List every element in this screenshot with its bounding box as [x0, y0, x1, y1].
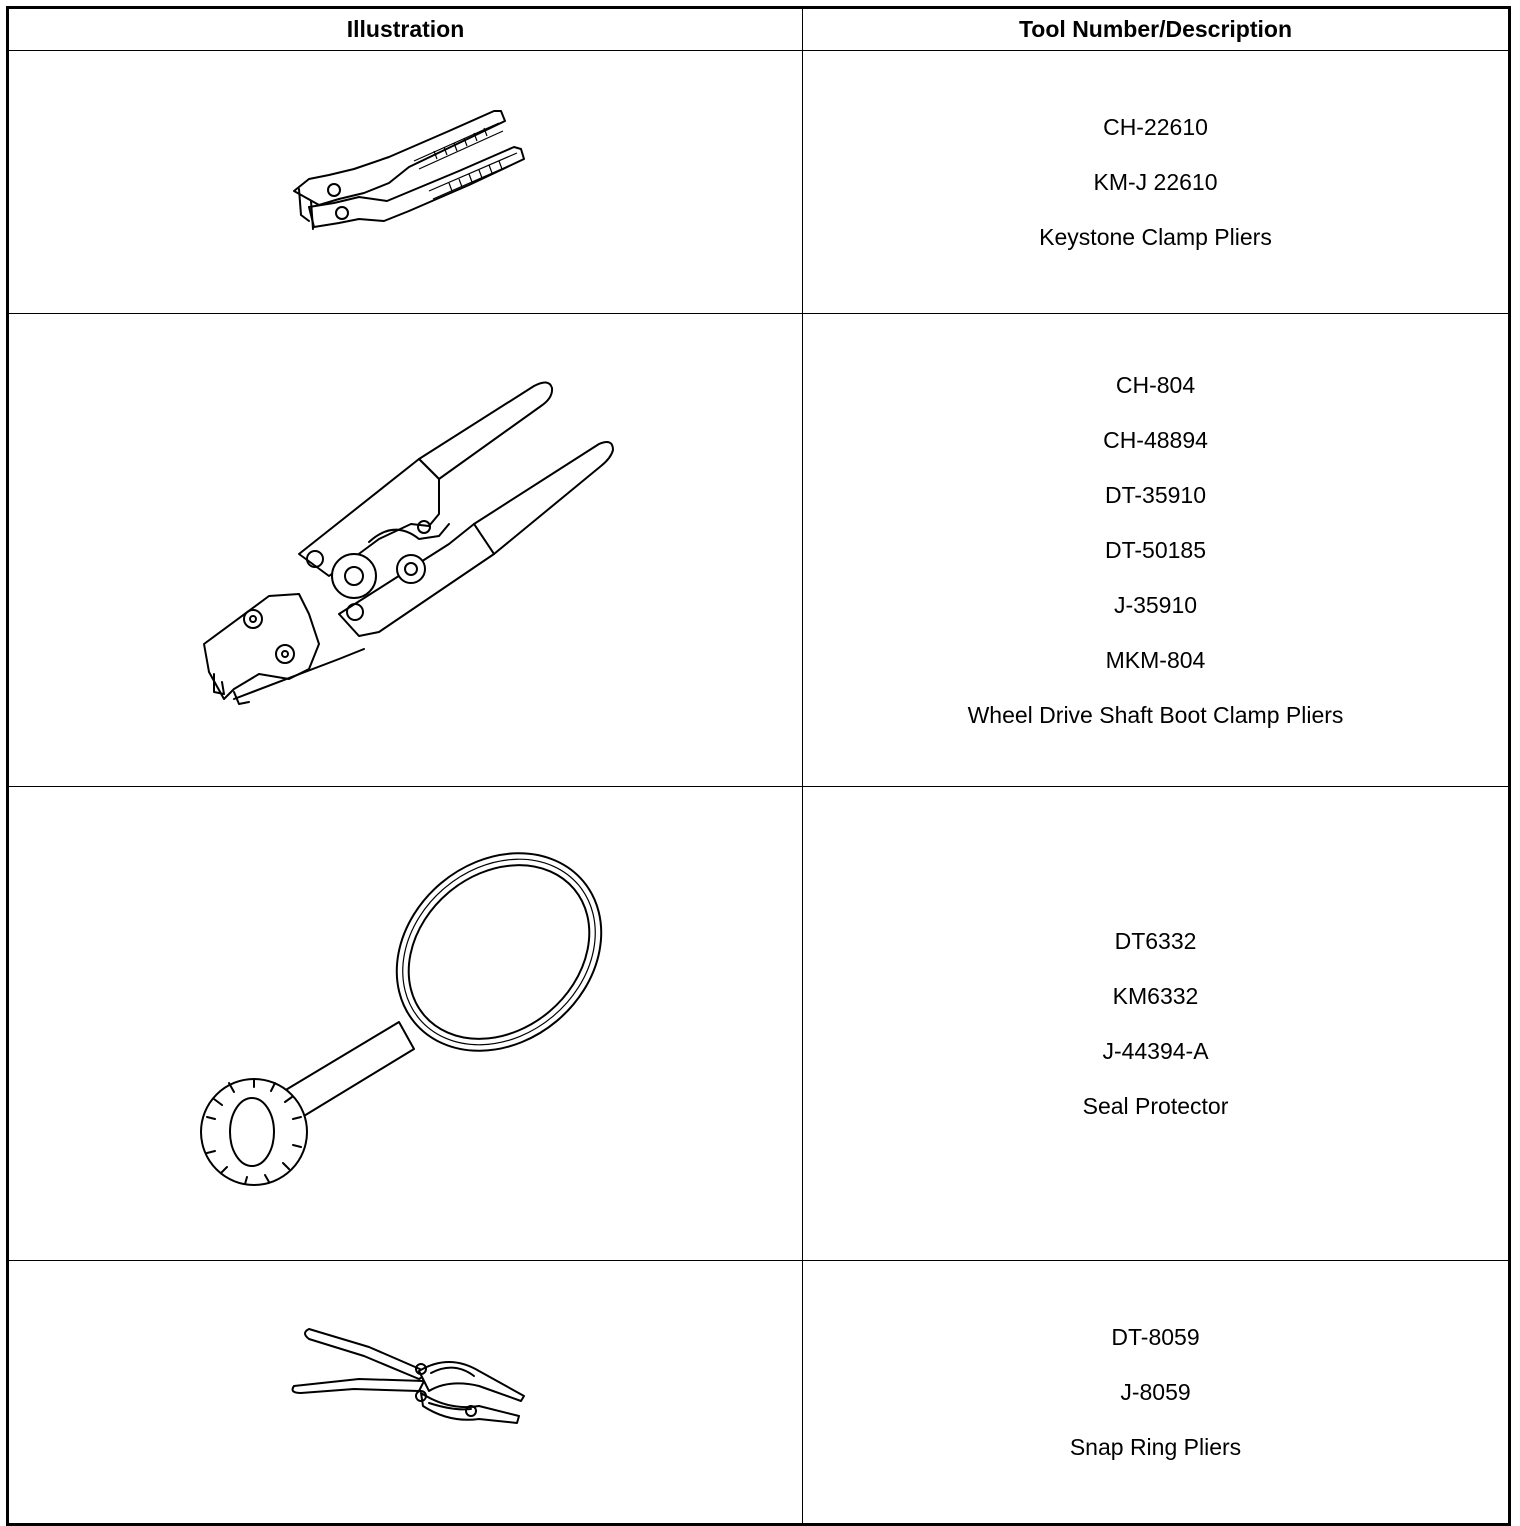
tool-number: J-44394-A	[1102, 1037, 1209, 1064]
tool-description: Wheel Drive Shaft Boot Clamp Pliers	[967, 701, 1344, 728]
boot-clamp-pliers-icon	[9, 314, 804, 786]
illustration-cell	[8, 787, 803, 1261]
table-row	[8, 51, 1510, 314]
tool-number: DT-8059	[1111, 1323, 1200, 1350]
table-row	[8, 787, 1510, 1261]
illustration-cell	[8, 51, 803, 314]
description-cell	[803, 1261, 1510, 1525]
description-cell	[803, 314, 1510, 787]
tool-number: CH-22610	[1103, 113, 1208, 140]
tool-number: KM6332	[1112, 982, 1199, 1009]
table-row	[8, 1261, 1510, 1525]
tool-number: CH-48894	[1103, 426, 1208, 453]
description-cell	[803, 51, 1510, 314]
special-tools-table	[6, 6, 1511, 1526]
header-row	[8, 8, 1510, 51]
header-illustration: Illustration	[8, 8, 803, 51]
tool-number: KM-J 22610	[1093, 168, 1218, 195]
tool-description: Snap Ring Pliers	[1069, 1433, 1242, 1460]
description-cell	[803, 787, 1510, 1261]
tool-number: J-35910	[1113, 591, 1198, 618]
tool-number: DT-35910	[1104, 481, 1206, 508]
snap-ring-pliers-icon	[9, 1261, 804, 1523]
tool-number: MKM-804	[1105, 646, 1206, 673]
table-row	[8, 314, 1510, 787]
tool-number: CH-804	[1115, 371, 1196, 398]
tool-description: Keystone Clamp Pliers	[1039, 223, 1272, 250]
keystone-clamp-pliers-icon	[9, 51, 804, 313]
header-tool-number-description: Tool Number/Description	[803, 8, 1510, 51]
tool-number: DT-50185	[1104, 536, 1206, 563]
illustration-cell	[8, 314, 803, 787]
tool-description: Seal Protector	[1082, 1092, 1229, 1119]
tool-number: J-8059	[1120, 1378, 1191, 1405]
tool-number: DT6332	[1114, 927, 1197, 954]
seal-protector-icon	[9, 787, 804, 1260]
illustration-cell	[8, 1261, 803, 1525]
